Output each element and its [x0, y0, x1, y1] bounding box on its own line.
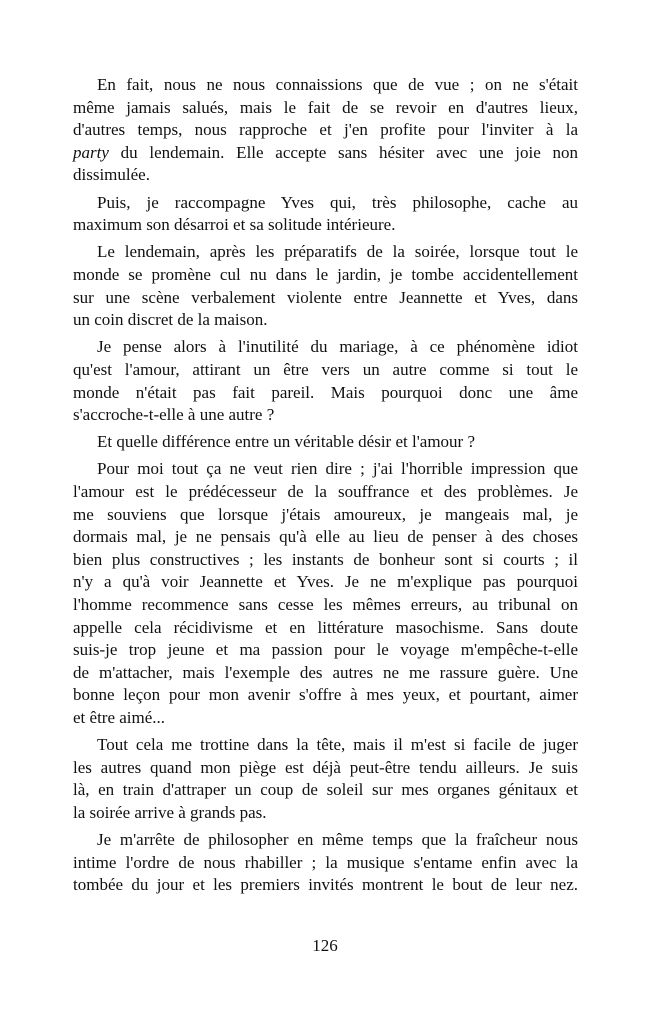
- text-line: là, en train d'attraper un coup de soleil sur mes organes génitaux et: [73, 780, 578, 800]
- text-line: s'accroche-t-elle à une autre ?: [73, 405, 275, 425]
- paragraph: [73, 336, 578, 426]
- text-line: Le lendemain, après les préparatifs de la soirée, lorsque tout le: [97, 242, 578, 262]
- text-line: et être aimé...: [73, 708, 166, 727]
- text-line: sur une scène verbalement violente entre Jeannette et Yves, dans: [73, 287, 578, 307]
- text-line: bien plus constructives ; les instants de bonheur sont si courts ; il: [73, 549, 578, 569]
- line-text: du lendemain. Elle accepte sans hésiter avec une joie non: [108, 142, 578, 162]
- text-line: Je m'arrête de philosopher en même temps que la fraîcheur nous: [97, 830, 578, 850]
- text-line: Puis, je raccompagne Yves qui, très philosophe, cache au: [97, 192, 578, 212]
- text-line: l'amour est le prédécesseur de la souffrance et des problèmes. Je: [73, 482, 578, 502]
- text-line: me souviens que lorsque j'étais amoureux, je mangeais mal, je: [73, 504, 578, 524]
- text-line: maximum son désarroi et sa solitude intérieure.: [73, 215, 396, 235]
- text-line: En fait, nous ne nous connaissions que de vue ; on ne s'était: [97, 75, 578, 94]
- text-line: Tout cela me trottine dans la tête, mais il m'est si facile de juger: [97, 735, 578, 755]
- text-line: l'homme recommence sans cesse les mêmes erreurs, au tribunal on: [73, 595, 578, 615]
- text-line: Pour moi tout ça ne veut rien dire ; j'ai l'horrible impression que: [97, 459, 578, 479]
- text-line: un coin discret de la maison.: [73, 310, 268, 330]
- paragraph: [73, 431, 578, 454]
- text-line: d'autres temps, nous rapproche et j'en profite pour l'inviter à la: [73, 120, 578, 140]
- text-line: Je pense alors à l'inutilité du mariage, à ce phénomène idiot: [97, 337, 578, 357]
- paragraph: [73, 829, 578, 897]
- text-line: bonne leçon pour mon avenir s'offre à mes yeux, et pourtant, aimer: [73, 685, 578, 705]
- italic-word: party: [73, 142, 109, 162]
- text-line: de m'attacher, mais l'exemple des autres ne me rassure guère. Une: [73, 662, 578, 682]
- text-line: dormais mal, je ne pensais qu'à elle au lieu de penser à des choses: [73, 527, 578, 547]
- paragraph: [73, 192, 578, 237]
- text-line: même jamais salués, mais le fait de se revoir en d'autres lieux,: [73, 97, 578, 117]
- paragraph: [73, 74, 578, 187]
- text-line: monde n'était pas fait pareil. Mais pourquoi donc une âme: [73, 382, 578, 402]
- text-line: appelle cela récidivisme et en littérature masochisme. Sans doute: [73, 617, 578, 637]
- text-line: [73, 142, 578, 165]
- text-line: dissimulée.: [73, 165, 150, 185]
- body-text: [73, 74, 578, 897]
- text-line: n'y a qu'à voir Jeannette et Yves. Je ne m'explique pas pourquoi: [73, 572, 578, 592]
- text-line: la soirée arrive à grands pas.: [73, 802, 267, 822]
- text-line: les autres quand mon piège est déjà peut-être tendu ailleurs. Je suis: [73, 757, 578, 777]
- paragraph: [73, 734, 578, 824]
- text-line: Et quelle différence entre un véritable désir et l'amour ?: [97, 432, 475, 452]
- text-line: suis-je trop jeune et ma passion pour le voyage m'empêche-t-elle: [73, 640, 578, 660]
- paragraph: [73, 458, 578, 729]
- paragraph: [73, 241, 578, 331]
- text-line: tombée du jour et les premiers invités montrent le bout de leur nez.: [73, 875, 578, 895]
- text-line: monde se promène cul nu dans le jardin, je tombe accidentellement: [73, 264, 578, 284]
- page-number: 126: [312, 936, 338, 955]
- text-line: qu'est l'amour, attirant un être vers un autre comme si tout le: [73, 359, 578, 379]
- text-line: intime l'ordre de nous rhabiller ; la musique s'entame enfin avec la: [73, 852, 578, 872]
